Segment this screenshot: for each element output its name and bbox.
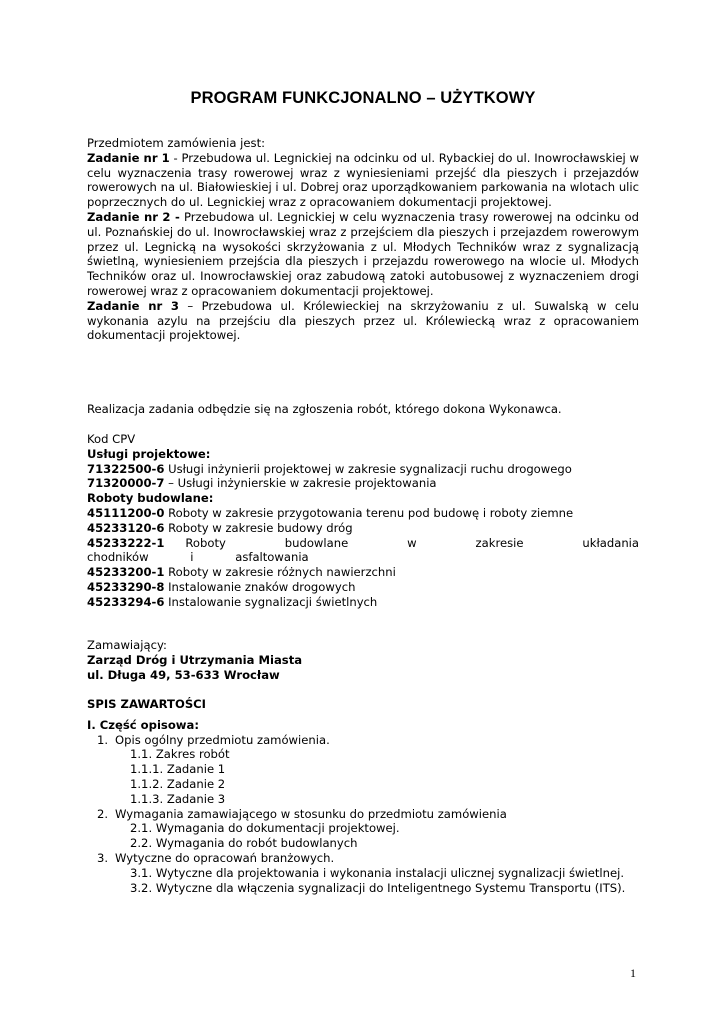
cpv-desc: Instalowanie sygnalizacji świetlnych <box>164 594 378 609</box>
toc-item: 1.1.3. Zadanie 3 <box>130 791 226 806</box>
cpv-desc: Roboty budowlane w zakresie układania chodników i asfaltowania <box>87 535 640 565</box>
toc-heading: SPIS ZAWARTOŚCI <box>87 697 206 711</box>
ordering-party-name: Zarząd Dróg i Utrzymania Miasta <box>87 652 303 667</box>
task-1 <box>87 151 639 210</box>
cpv-row <box>87 595 639 610</box>
task-2 <box>87 210 639 299</box>
cpv-section <box>87 432 639 610</box>
toc-item: 3.1. Wytyczne dla projektowania i wykonania instalacji ulicznej sygnalizacji świetlnej. <box>130 865 625 880</box>
task-3 <box>87 299 639 343</box>
services-heading: Usługi projektowe: <box>87 446 211 461</box>
cpv-code: 45233222-1 <box>87 535 165 550</box>
works-heading: Roboty budowlane: <box>87 491 214 506</box>
cpv-row <box>87 565 639 580</box>
cpv-desc: Roboty w zakresie przygotowania terenu pod budowę i roboty ziemne <box>164 505 574 520</box>
ordering-party-heading: Zamawiający: <box>87 638 167 652</box>
cpv-code: 45111200-0 <box>87 505 165 520</box>
cpv-row <box>87 521 639 536</box>
cpv-desc: Roboty w zakresie budowy dróg <box>164 520 353 535</box>
cpv-desc: Usługi inżynierii projektowej w zakresie sygnalizacji ruchu drogowego <box>164 461 572 476</box>
cpv-desc: Roboty w zakresie różnych nawierzchni <box>164 565 396 580</box>
cpv-code: 45233290-8 <box>87 579 165 594</box>
cpv-row <box>87 580 639 595</box>
toc-item: 1.1.1. Zadanie 1 <box>130 762 226 777</box>
task-2-text: Przebudowa ul. Legnickiej w celu wyznaczenia trasy rowerowej na odcinku od ul. Poznańskiej do ul. Inowrocławskiej wraz z przejściem dla pieszych i przejazdem rowerowym przez ul. Legnicką na wysokości skrzyżowania z ul. Młodych Techników wraz z sygnalizacją świetlną, wyniesieniem przejścia dla pieszych i przejazdu rowerowego na wlocie ul. Młodych Techników oraz ul. Inowrocławskiej oraz zabudową zatoki autobusowej z wyznaczeniem drogi rowerowej wraz z opracowaniem dokumentacji projektowej. <box>87 209 640 298</box>
toc-item: 2. Wymagania zamawiającego w stosunku do przedmiotu zamówienia <box>97 806 507 821</box>
cpv-code: 45233294-6 <box>87 594 165 609</box>
toc-item: 3.2. Wytyczne dla włączenia sygnalizacji do Inteligentnego Systemu Transportu (ITS). <box>130 880 626 895</box>
realization-text: Realizacja zadania odbędzie się na zgłoszenia robót, którego dokona Wykonawca. <box>87 402 562 416</box>
page-number: 1 <box>630 966 636 980</box>
cpv-heading: Kod CPV <box>87 432 136 446</box>
cpv-code: 71320000-7 <box>87 476 165 491</box>
task-3-sep: – <box>179 298 202 313</box>
task-3-text: Przebudowa ul. Królewieckiej na skrzyżowaniu z ul. Suwalską w celu wykonania azylu na przejściu dla pieszych przez ul. Królewiecką wraz z opracowaniem dokumentacji projektowej. <box>87 298 639 343</box>
cpv-desc: – Usługi inżynierskie w zakresie projektowania <box>164 476 437 491</box>
toc-item: 1.1.2. Zadanie 2 <box>130 776 226 791</box>
ordering-party-address: ul. Długa 49, 53-633 Wrocław <box>87 667 280 682</box>
document-title: PROGRAM FUNKCJONALNO – UŻYTKOWY <box>190 89 536 107</box>
toc-item: 2.1. Wymagania do dokumentacji projektowej. <box>130 821 400 836</box>
ordering-party <box>87 638 639 682</box>
cpv-row <box>87 462 639 477</box>
cpv-code: 45233200-1 <box>87 565 165 580</box>
task-1-sep: - <box>169 150 182 165</box>
task-2-label: Zadanie nr 2 - <box>87 209 180 224</box>
task-1-text: Przebudowa ul. Legnickiej na odcinku od ul. Rybackiej do ul. Inowrocławskiej w celu wyznaczenia trasy rowerowej wraz z wyniesieniami przejść dla pieszych i przejazdów rowerowych na ul. Białowieskiej i ul. Dobrej oraz uporządkowaniem parkowania na wlotach ulic poprzecznych do ul. Legnickiej wraz z opracowaniem dokumentacji projektowej. <box>87 150 639 210</box>
cpv-code: 45233120-6 <box>87 520 165 535</box>
toc-item: 1. Opis ogólny przedmiotu zamówienia. <box>97 732 330 747</box>
cpv-row <box>87 536 639 566</box>
toc-item: 3. Wytyczne do opracowań branżowych. <box>97 850 335 865</box>
toc-part: I. Część opisowa: <box>87 717 199 732</box>
cpv-row <box>87 476 639 491</box>
task-3-label: Zadanie nr 3 <box>87 298 179 313</box>
cpv-desc: Instalowanie znaków drogowych <box>164 579 356 594</box>
intro-text: Przedmiotem zamówienia jest: <box>87 136 266 150</box>
toc-item: 2.2. Wymagania do robót budowlanych <box>130 836 358 851</box>
cpv-code: 71322500-6 <box>87 461 165 476</box>
toc-item: 1.1. Zakres robót <box>130 747 230 762</box>
cpv-row <box>87 506 639 521</box>
table-of-contents <box>87 697 639 895</box>
task-1-label: Zadanie nr 1 <box>87 150 170 165</box>
scope-section <box>87 136 639 343</box>
